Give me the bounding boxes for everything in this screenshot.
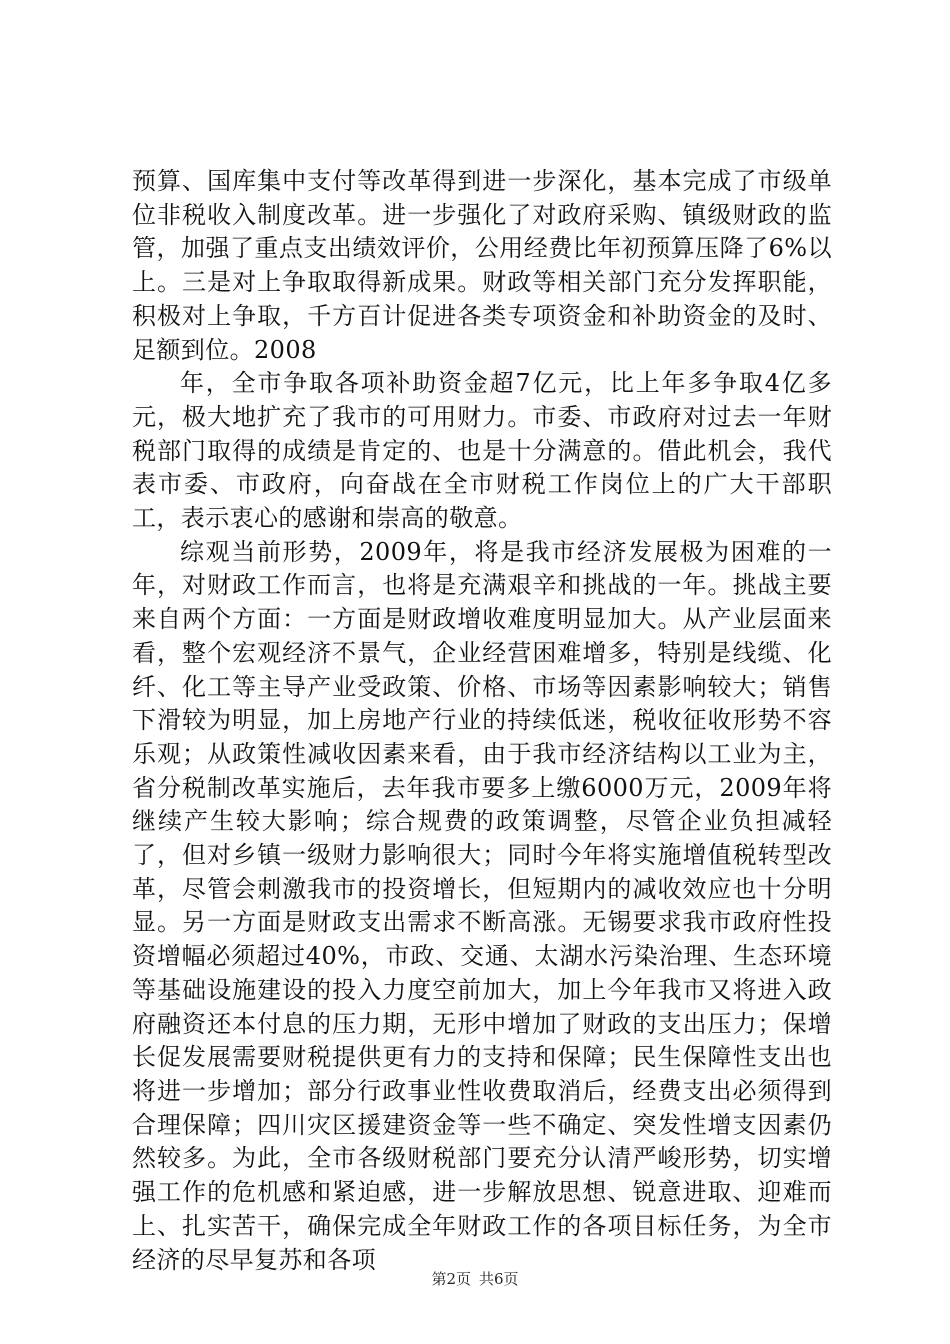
page-footer [0,1268,950,1289]
paragraph-1: 预算、国库集中支付等改革得到进一步深化，基本完成了市级单位非税收入制度改革。进一步强化了对政府采购、镇级财政的监管，加强了重点支出绩效评价，公用经费比年初预算压降了6%以上。三是对上争取取得新成果。财政等相关部门充分发挥职能，积极对上争取，千方百计促进各类专项资金和补助资金的及时、足额到位。2008 [132,167,832,364]
page-total: 共6页 [479,1270,519,1288]
paragraph-3: 综观当前形势，2009年，将是我市经济发展极为困难的一年，对财政工作而言，也将是充满艰辛和挑战的一年。挑战主要来自两个方面：一方面是财政增收难度明显加大。从产业层面来看，整个宏观经济不景气，企业经营困难增多，特别是线缆、化纤、化工等主导产业受政策、价格、市场等因素影响较大；销售下滑较为明显，加上房地产行业的持续低迷，税收征收形势不容乐观；从政策性减收因素来看，由于我市经济结构以工业为主，省分税制改革实施后，去年我市要多上缴6000万元，2009年将继续产生较大影响；综合规费的政策调整，尽管企业负担减轻了，但对乡镇一级财力影响很大；同时今年将实施增值税转型改革，尽管会刺激我市的投资增长，但短期内的减收效应也十分明显。另一方面是财政支出需求不断高涨。无锡要求我市政府性投资增幅必须超过40%，市政、交通、太湖水污染治理、生态环境等基础设施建设的投入力度空前加大，加上今年我市又将进入政府融资还本付息的压力期，无形中增加了财政的支出压力；保增长促发展需要财税提供更有力的支持和保障；民生保障性支出也将进一步增加；部分行政事业性收费取消后，经费支出必须得到合理保障；四川灾区援建资金等一些不确定、突发性增支因素仍然较多。为此，全市各级财税部门要充分认清严峻形势，切实增强工作的危机感和紧迫感，进一步解放思想、锐意进取、迎难而上、扎实苦干，确保完成全年财政工作的各项目标任务，为全市经济的尽早复苏和各项 [132,537,832,1274]
document-body [132,165,832,1277]
page-number: 第2页 [431,1270,471,1288]
paragraph-2: 年，全市争取各项补助资金超7亿元，比上年多争取4亿多元，极大地扩充了我市的可用财力。市委、市政府对过去一年财税部门取得的成绩是肯定的、也是十分满意的。借此机会，我代表市委、市政府，向奋战在全市财税工作岗位上的广大干部职工，表示衷心的感谢和崇高的敬意。 [132,369,832,533]
